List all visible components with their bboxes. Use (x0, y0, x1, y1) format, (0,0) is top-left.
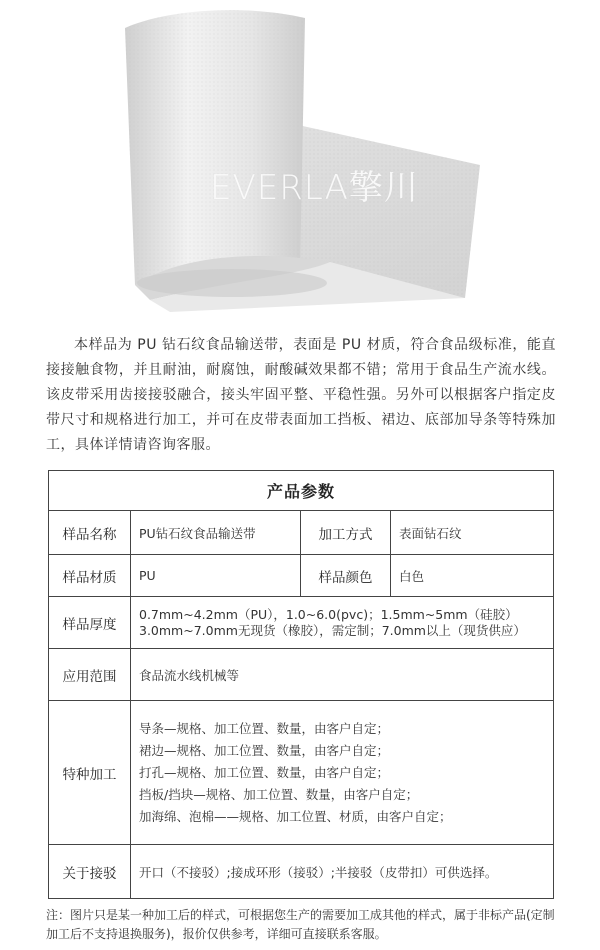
sample-color-label: 样品颜色 (301, 555, 391, 597)
application-scope-value: 食品流水线机械等 (131, 649, 554, 701)
processing-method-label: 加工方式 (301, 511, 391, 555)
sample-material-value: PU (131, 555, 301, 597)
product-parameters-table (48, 470, 554, 899)
footnote: 注：图片只是某一种加工后的样式，可根据您生产的需要加工成其他的样式，属于非标产品(定制加工后不支持退换服务)，报价仅供参考，详细可直接联系客服。 (46, 908, 555, 941)
processing-method-value: 表面钻石纹 (391, 511, 554, 555)
special-processing-label: 特种加工 (49, 701, 131, 845)
sample-thickness-label: 样品厚度 (49, 597, 131, 649)
list-item: 裙边—规格、加工位置、数量，由客户自定； (139, 742, 390, 758)
list-item: 打孔—规格、加工位置、数量，由客户自定； (139, 764, 390, 780)
joint-label: 关于接驳 (49, 845, 131, 899)
application-scope-label: 应用范围 (49, 649, 131, 701)
table-title: 产品参数 (49, 471, 554, 511)
list-item: 导条—规格、加工位置、数量，由客户自定； (139, 720, 390, 736)
product-description: 本样品为 PU 钻石纹食品输送带，表面是 PU 材质，符合食品级标准，能直接接触食物，并且耐油，耐腐蚀，耐酸碱效果都不错；常用于食品生产流水线。该皮带采用齿接接驳融合，接头牢固平整、平稳性强。另外可以根据客户指定皮带尺寸和规格进行加工，并可在皮带表面加工挡板、裙边、底部加导条等特殊加工，具体详情请咨询客服。 (46, 337, 556, 453)
list-item: 加海绵、泡棉——规格、加工位置、材质，由客户自定； (139, 808, 452, 824)
joint-value: 开口（不接驳）;接成环形（接驳）;半接驳（皮带扣）可供选择。 (131, 845, 554, 899)
sample-name-value: PU钻石纹食品输送带 (131, 511, 301, 555)
thickness-line-2: 3.0mm~7.0mm无现货（橡胶），需定制；7.0mm以上（现货供应） (139, 622, 526, 638)
sample-color-value: 白色 (391, 555, 554, 597)
brand-watermark: EVERLA擎川 (210, 168, 419, 208)
thickness-line-1: 0.7mm~4.2mm（PU），1.0~6.0(pvc)；1.5mm~5mm（硅胶） (139, 606, 518, 622)
list-item: 挡板/挡块—规格、加工位置、数量，由客户自定； (139, 786, 419, 802)
special-processing-list (131, 701, 554, 845)
sample-name-label: 样品名称 (49, 511, 131, 555)
product-image (0, 0, 600, 320)
sample-material-label: 样品材质 (49, 555, 131, 597)
sample-thickness-value (131, 597, 554, 649)
